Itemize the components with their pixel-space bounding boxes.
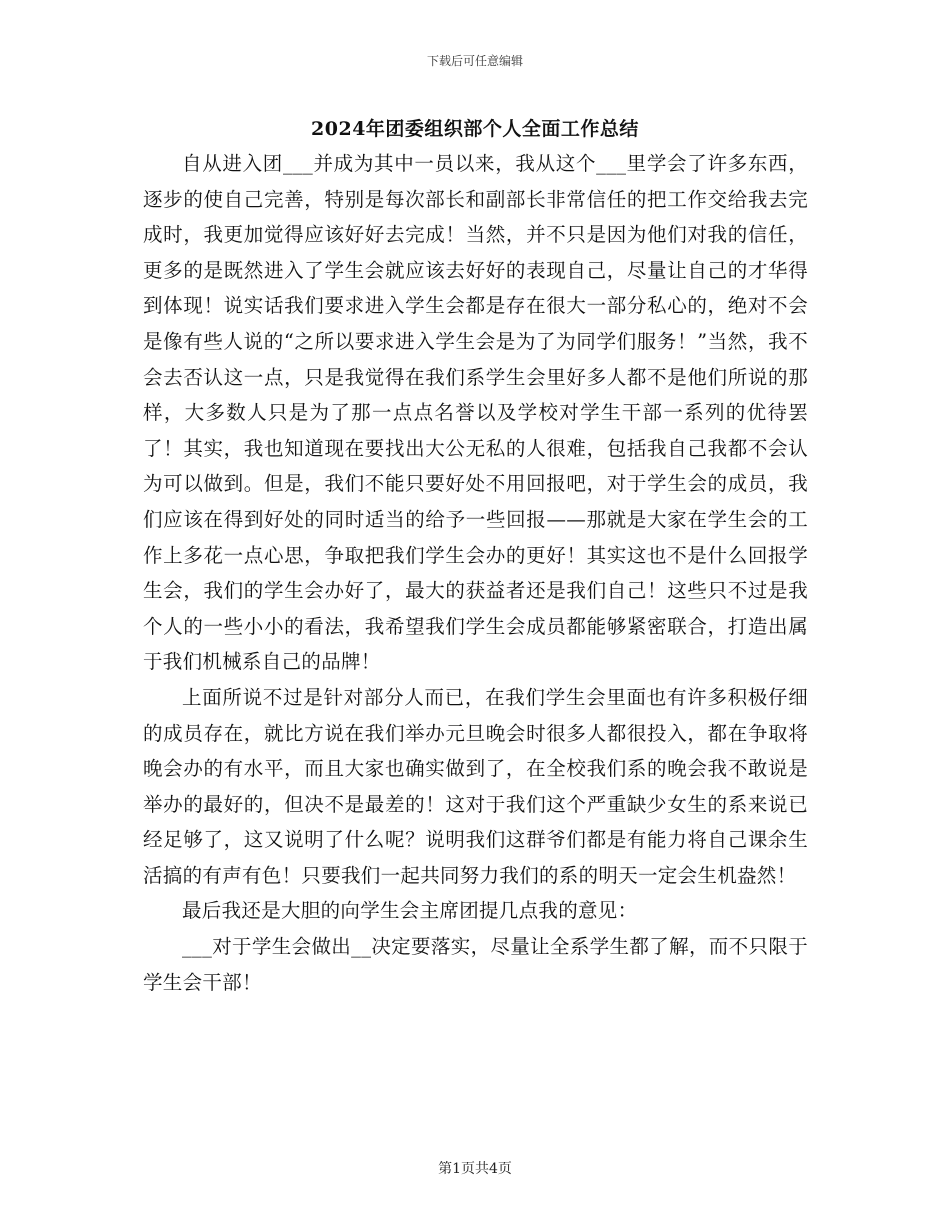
paragraph: 最后我还是大胆的向学生会主席团提几点我的意见： (182, 899, 638, 923)
paragraph: 上面所说不过是针对部分人而已，在我们学生会里面也有许多积极仔细的成员存在，就比方说在我们举办元旦晚会时很多人都很投入，都在争取将晚会办的有水平，而且大家也确实做到了，在全校我们系的晚会我不敢说是举办的最好的，但决不是最差的！这对于我们这个严重缺少女生的系来说已经足够了，这又说明了什么呢？说明我们这群爷们都是有能力将自己课余生活搞的有声有色！只要我们一起共同努力我们的系的明天一定会生机盎然！ (143, 685, 808, 887)
document-body (143, 146, 808, 1000)
page-header-note: 下载后可任意编辑 (426, 54, 523, 68)
paragraph: ___对于学生会做出__决定要落实，尽量让全系学生都了解，而不只限于学生会干部！ (143, 935, 808, 994)
page-number: 第1页共4页 (438, 1161, 512, 1177)
document-title: 2024年团委组织部个人全面工作总结 (311, 118, 639, 140)
paragraph: 自从进入团___并成为其中一员以来，我从这个___里学会了许多东西，逐步的使自己完善，特别是每次部长和副部长非常信任的把工作交给我去完成时，我更加觉得应该好好去完成！当然，并不只是因为他们对我的信任，更多的是既然进入了学生会就应该去好好的表现自己，尽量让自己的才华得到体现！说实话我们要求进入学生会都是存在很大一部分私心的，绝对不会是像有些人说的“之所以要求进入学生会是为了为同学们服务！”当然，我不会去否认这一点，只是我觉得在我们系学生会里好多人都不是他们所说的那样，大多数人只是为了那一点点名誉以及学校对学生干部一系列的优待罢了！其实，我也知道现在要找出大公无私的人很难，包括我自己我都不会认为可以做到。但是，我们不能只要好处不用回报吧，对于学生会的成员，我们应该在得到好处的同时适当的给予一些回报——那就是大家在学生会的工作上多花一点心思，争取把我们学生会办的更好！其实这也不是什么回报学生会，我们的学生会办好了，最大的获益者还是我们自己！这些只不过是我个人的一些小小的看法，我希望我们学生会成员都能够紧密联合，打造出属于我们机械系自己的品牌！ (143, 152, 808, 674)
